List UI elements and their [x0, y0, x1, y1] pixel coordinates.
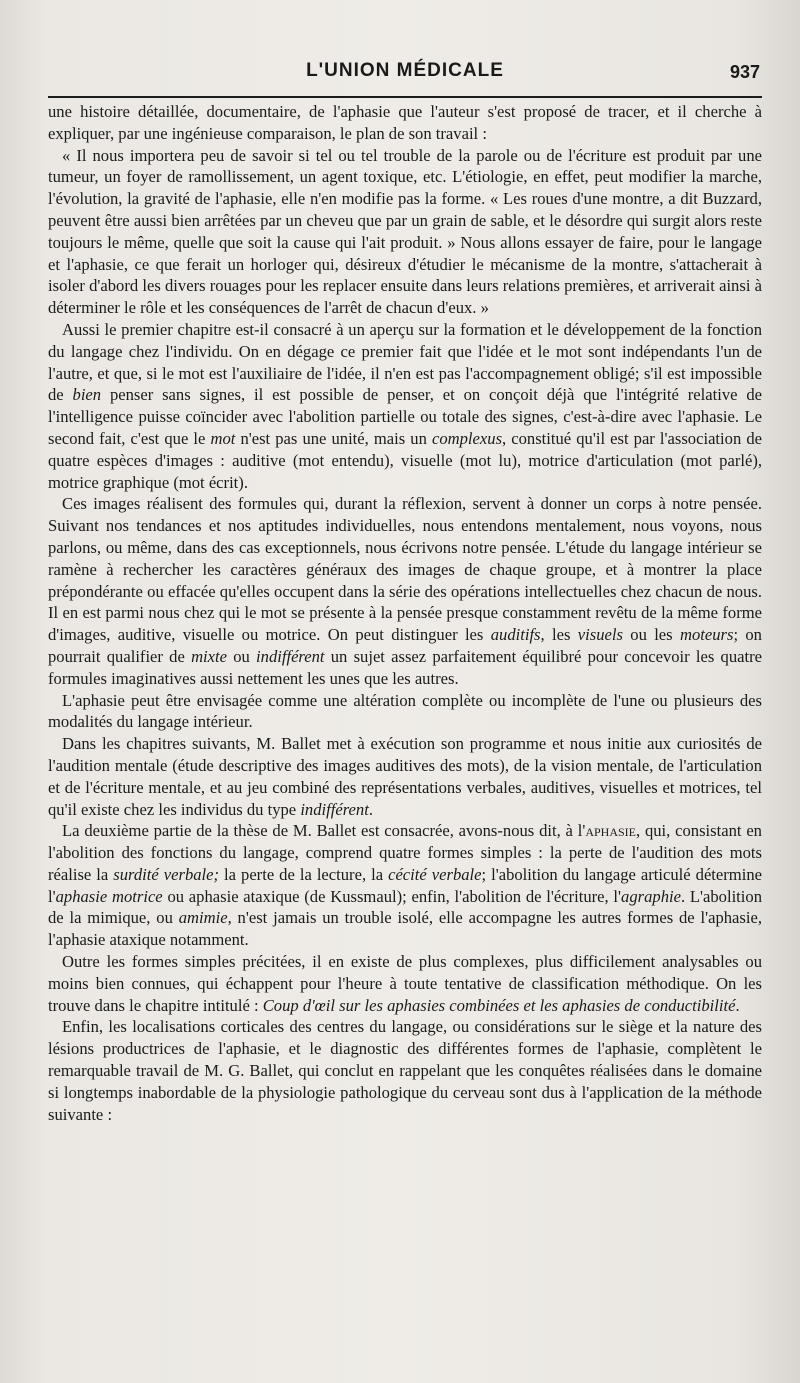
text-run: . — [735, 995, 740, 1015]
italic-term: mixte — [191, 646, 227, 666]
paragraph — [48, 951, 762, 1016]
italic-term: indifférent — [300, 799, 369, 819]
italic-term: cécité verbale — [388, 864, 482, 884]
text-run: la perte de la lecture, la — [219, 864, 389, 884]
small-caps-term: aphasie — [585, 821, 636, 841]
text-run: n'est pas une unité, mais un — [235, 428, 432, 448]
text-run: . L'abolition de la mimique, ou — [48, 886, 762, 928]
italic-term: moteurs — [679, 625, 734, 645]
italic-term: agraphie — [621, 886, 681, 906]
text-run: , n'est jamais un trouble isolé, elle accompagne les autres formes de l'aphasie, l'aphasie ataxique notamment. — [48, 908, 762, 950]
text-run: ; on pourrait qualifier de — [48, 625, 762, 666]
italic-term: bien — [72, 385, 102, 405]
body-text — [48, 101, 762, 1125]
italic-term: complexus — [431, 428, 503, 448]
text-run: . — [368, 799, 373, 819]
italic-term: mot — [210, 428, 236, 448]
text-run: un sujet assez parfaitement équilibré pour concevoir les quatre formules imaginatives aussi nettement les unes que les autres. — [48, 646, 762, 688]
running-title: L'UNION MÉDICALE — [306, 60, 504, 81]
text-run: , constitué qu'il est par l'association de quatre espèces d'images : auditive (mot entendu), visuelle (mot lu), motrice d'articulation (mot parlé), motrice graphique (mot écrit). — [48, 428, 762, 492]
paragraph — [48, 145, 762, 319]
paragraph — [48, 493, 762, 689]
text-run: « Il nous importera peu de savoir si tel ou tel trouble de la parole ou de l'écriture est produit par une tumeur, un foyer de ramollissement, un agent toxique, etc. L'étiologie, en effet, peut modifier la marche, l'évolution, la gravité de l'aphasie, elle n'en modifie pas la forme. « Les roues d'une montre, a dit Buzzard, peuvent être aussi bien arrêtées par un cheveu que par un grain de sable, et le désordre qui surgit alors reste toujours le même, quelle que soit la cause qui l'ait produit. » Nous allons essayer de faire, pour le langage et l'aphasie, ce que ferait un horloger qui, désireux d'étudier le mécanisme de la montre, s'attacherait à isoler d'abord les divers rouages pour les replacer ensuite dans leurs relations premières, et arriverait ainsi à déterminer le rôle et les conséquences de l'arrêt de chacun d'eux. » — [48, 145, 762, 318]
text-run: Aussi le premier chapitre est-il consacré à un aperçu sur la formation et le développement de la fonction du langage chez l'individu. On en dégage ce premier fait que l'idée et le mot sont indépendants l'un de l'autre, et que, si le mot est l'auxiliaire de l'idée, il n'en est pas l'accompagnement obligé; s'il est impossible de — [48, 319, 762, 405]
text-run: , qui, consistant en l'abolition des fonctions du langage, comprend quatre formes simples : la perte de l'audition des mots réalise la — [48, 821, 762, 884]
text-run: , les — [540, 625, 578, 645]
paragraph — [48, 1016, 762, 1125]
text-run: penser sans signes, il est possible de penser, et on conçoit déjà que l'intégrité relative de l'intelligence puisse coïncider avec l'abolition partielle ou totale des signes, c'est-à-dire avec l'aphasie. Le second fait, c'est que le — [48, 385, 762, 448]
text-run: Dans les chapitres suivants, M. Ballet met à exécution son programme et nous initie aux curiosités de l'audition mentale (étude descriptive des images auditives des mots), de la vision mentale, de l'articulation et de l'écriture mentale, et au jeu combiné des représentations verbales, auditives, visuelles et motrices, tel qu'il existe chez les individus du type — [48, 734, 762, 819]
text-run: La deuxième partie de la thèse de M. Ballet est consacrée, avons-nous dit, à l' — [62, 821, 586, 841]
text-run: Ces images réalisent des formules qui, durant la réflexion, servent à donner un corps à notre pensée. Suivant nos tendances et nos aptitudes individuelles, nous entendons mentalement, nous voyons, nous parlons, ou même, dans des cas exceptionnels, nous écrivons notre pensée. L'étude du langage intérieur se ramène à rechercher les caractères généraux des images de chaque groupe, et à montrer la place prépondérante ou effacée qu'elles occupent dans la série des opérations intellectuelles chez chacun de nous. Il en est parmi nous chez qui le mot se présente à la pensée presque constamment revêtu de la même forme d'images, auditive, visuelle ou motrice. On peut distinguer les — [48, 494, 762, 645]
text-run: ; l'abolition du langage articulé détermine l' — [48, 864, 762, 906]
italic-term: visuels — [577, 625, 623, 645]
italic-term: auditifs — [490, 625, 541, 645]
text-run: Outre les formes simples précitées, il en existe de plus complexes, plus difficilement analysables ou moins bien connues, qui échappent pour l'heure à toute tentative de classification méthodique. On les trouve dans le chapitre intitulé : — [48, 952, 762, 1015]
italic-term: indifférent — [256, 646, 325, 666]
paragraph — [48, 101, 762, 145]
text-run: L'aphasie peut être envisagée comme une altération complète ou incomplète de l'une ou plusieurs des modalités du langage intérieur. — [48, 690, 762, 732]
text-run: ou aphasie ataxique (de Kussmaul); enfin, l'abolition de l'écriture, l' — [162, 886, 622, 906]
italic-term: Coup d'œil sur les aphasies combinées et les aphasies de conductibilité — [262, 995, 736, 1015]
text-run: ou — [227, 646, 257, 666]
text-run: une histoire détaillée, documentaire, de l'aphasie que l'auteur s'est proposé de tracer, et il cherche à expliquer, par une ingénieuse comparaison, le plan de son travail : — [48, 102, 762, 143]
paragraph — [48, 733, 762, 820]
italic-term: amimie — [178, 908, 228, 928]
paragraph — [48, 690, 762, 734]
text-run: ou les — [622, 625, 680, 645]
paragraph — [48, 820, 762, 951]
italic-term: surdité verbale; — [113, 864, 220, 884]
page-header — [48, 56, 762, 98]
italic-term: aphasie motrice — [55, 886, 163, 906]
text-run: Enfin, les localisations corticales des centres du langage, ou considérations sur le siège et la nature des lésions productrices de l'aphasie, et le diagnostic des différentes formes de l'aphasie, complètent le remarquable travail de M. G. Ballet, qui conclut en rappelant que les conquêtes réalisées dans le domaine si longtemps inabordable de la physiologie pathologique du cerveau sont dus à l'application de la méthode suivante : — [48, 1017, 762, 1124]
paragraph — [48, 319, 762, 493]
page-number: 937 — [729, 62, 760, 82]
